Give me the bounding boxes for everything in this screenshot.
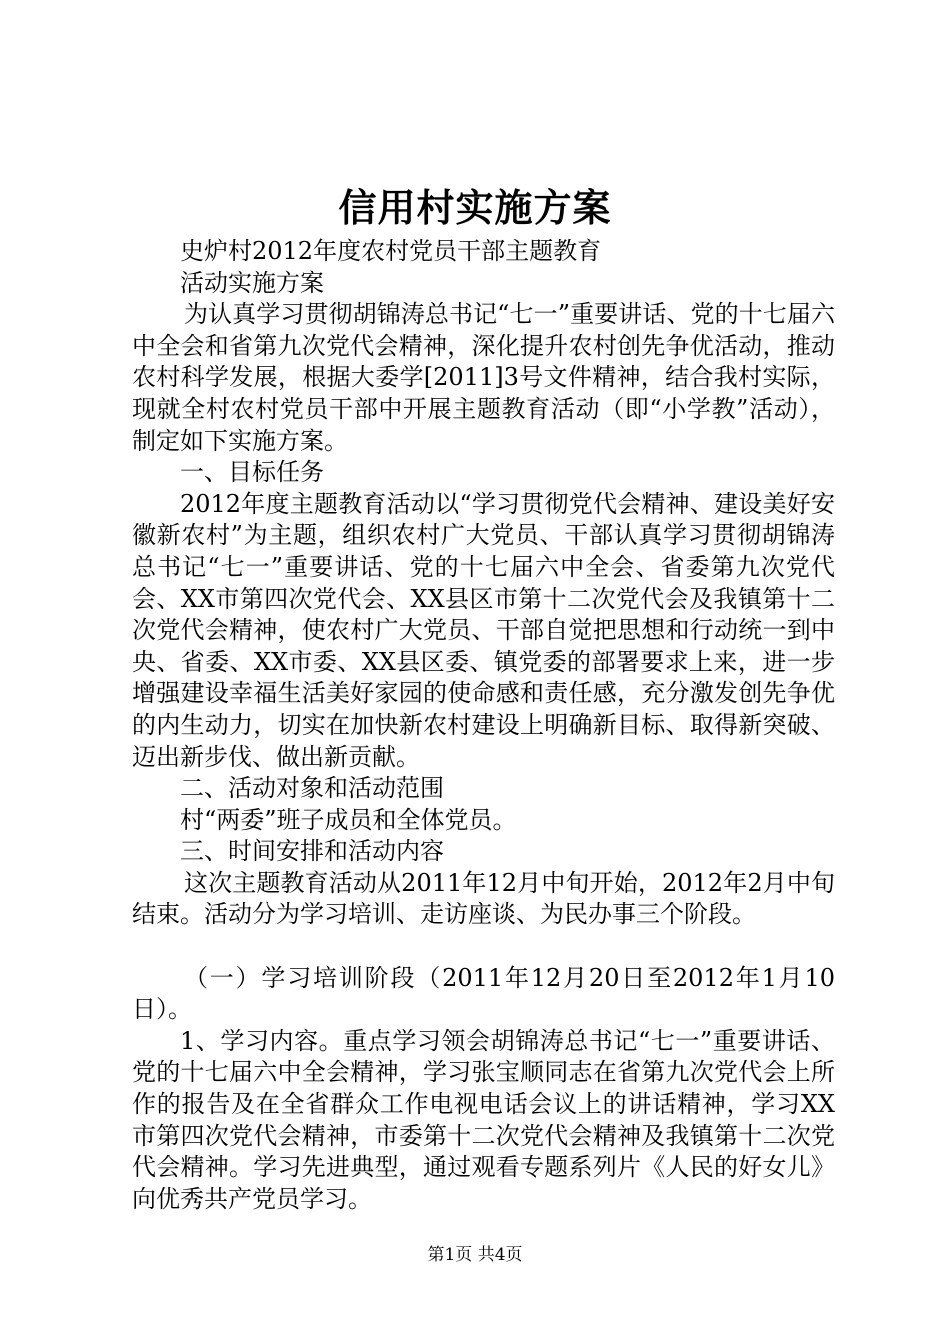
section-heading-schedule: 三、时间安排和活动内容 [180, 837, 444, 866]
paragraph-scope: 村“两委”班子成员和全体党员。 [180, 805, 517, 834]
paragraph-subtitle-line1: 史炉村2012年度农村党员干部主题教育 [180, 237, 602, 265]
section-heading-scope: 二、活动对象和活动范围 [180, 774, 444, 803]
document-title: 信用村实施方案 [338, 185, 612, 230]
paragraph-schedule: 这次主题教育活动从2011年12月中旬开始，2012年2月中旬结束。活动分为学习培训、走访座谈、为民办事三个阶段。 [132, 868, 835, 929]
section-heading-goals: 一、目标任务 [180, 458, 324, 487]
paragraph-study-content: 1、学习内容。重点学习领会胡锦涛总书记“七一”重要讲话、党的十七届六中全会精神，学习张宝顺同志在省第九次党代会上所作的报告及在全省群众工作电视电话会议上的讲话精神，学习XX市第四次党代会精神，市委第十二次党代会精神及我镇第十二次党代会精神。学习先进典型，通过观看专题系列片《人民的好女儿》向优秀共产党员学习。 [132, 1026, 835, 1213]
page-number-footer: 第1页 共4页 [427, 1245, 523, 1265]
paragraph-intro: 为认真学习贯彻胡锦涛总书记“七一”重要讲话、党的十七届六中全会和省第九次党代会精神，深化提升农村创先争优活动，推动农村科学发展，根据大委学[2011]3号文件精神，结合我村实际，现就全村农村党员干部中开展主题教育活动（即“小学教”活动），制定如下实施方案。 [132, 300, 835, 455]
document-body [132, 236, 835, 1215]
paragraph-subtitle-line2: 活动实施方案 [180, 268, 324, 297]
paragraph-goals: 2012年度主题教育活动以“学习贯彻党代会精神、建设美好安徽新农村”为主题，组织农村广大党员、干部认真学习贯彻胡锦涛总书记“七一”重要讲话、党的十七届六中全会、省委第九次党代会、XX市第四次党代会、XX县区市第十二次党代会及我镇第十二次党代会精神，使农村广大党员、干部自觉把思想和行动统一到中央、省委、XX市委、XX县区委、镇党委的部署要求上来，进一步增强建设幸福生活美好家园的使命感和责任感，充分激发创先争优的内生动力，切实在加快新农村建设上明确新目标、取得新突破、迈出新步伐、做出新贡献。 [132, 489, 835, 771]
subsection-heading-study: （一）学习培训阶段（2011年12月20日至2012年1月10日）。 [132, 963, 835, 1024]
